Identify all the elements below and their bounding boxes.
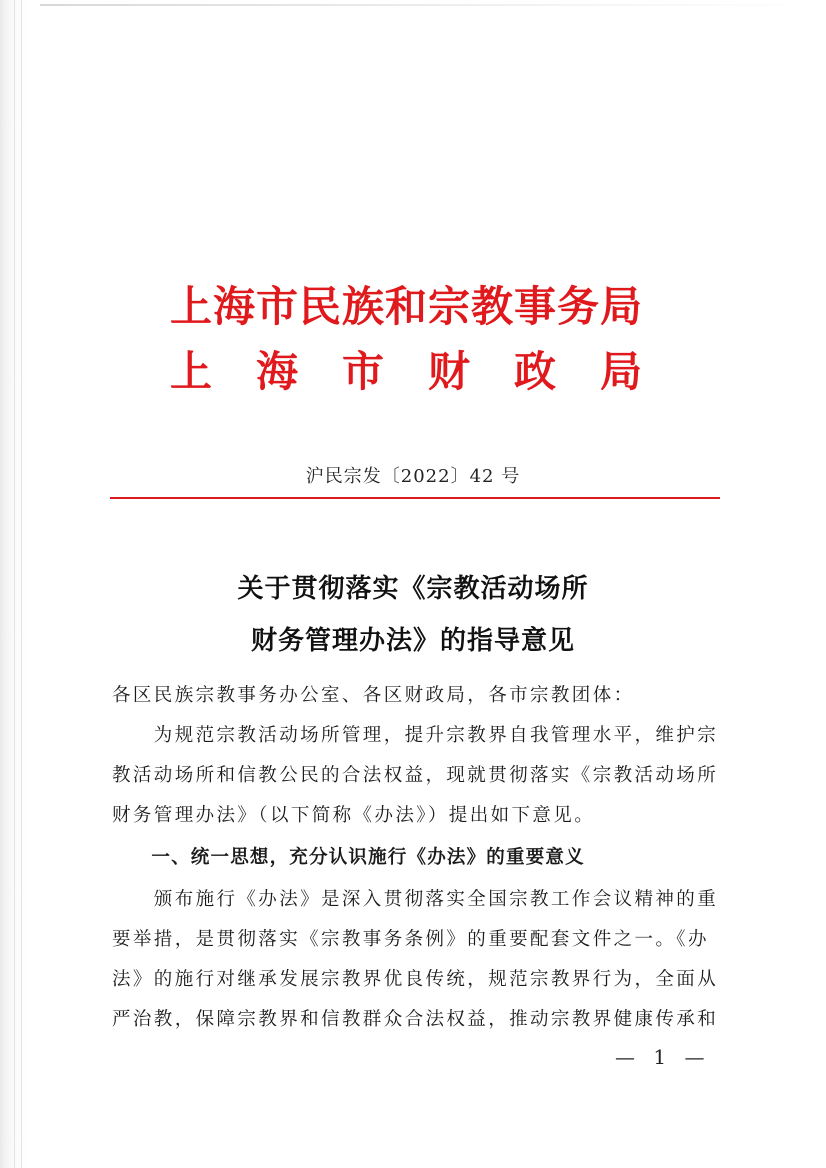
body-line: 教活动场所和信教公民的合法权益，现就贯彻落实《宗教活动场所	[112, 765, 719, 786]
document-title-line-2: 财务管理办法》的指导意见	[250, 626, 575, 656]
scan-top-edge	[40, 4, 820, 6]
salutation: 各区民族宗教事务办公室、各区财政局，各市宗教团体：	[112, 685, 635, 706]
body-line: 法》的施行对继承发展宗教界优良传统，规范宗教界行为，全面从	[112, 969, 719, 990]
body-line: 颁布施行《办法》是深入贯彻落实全国宗教工作会议精神的重	[112, 889, 719, 910]
body-line: 严治教，保障宗教界和信教群众合法权益，推动宗教界健康传承和	[112, 1009, 719, 1030]
body-line: 财务管理办法》（以下简称《办法》）提出如下意见。	[112, 805, 596, 826]
issuing-agency-2: 上海市财政局	[170, 347, 687, 396]
body-line: 为规范宗教活动场所管理，提升宗教界自我管理水平，维护宗	[112, 725, 719, 746]
body-line: 要举措，是贯彻落实《宗教事务条例》的重要配套文件之一。《办	[112, 929, 709, 950]
issuing-agency-1: 上海市民族和宗教事务局	[170, 282, 644, 331]
red-separator-line	[110, 497, 720, 499]
page-number: — 1 —	[615, 1045, 711, 1069]
document-title-line-1: 关于贯彻落实《宗教活动场所	[237, 574, 589, 604]
section-heading-1: 一、统一思想，充分认识施行《办法》的重要意义	[112, 847, 585, 868]
document-number: 沪民宗发〔2022〕42 号	[305, 466, 521, 487]
